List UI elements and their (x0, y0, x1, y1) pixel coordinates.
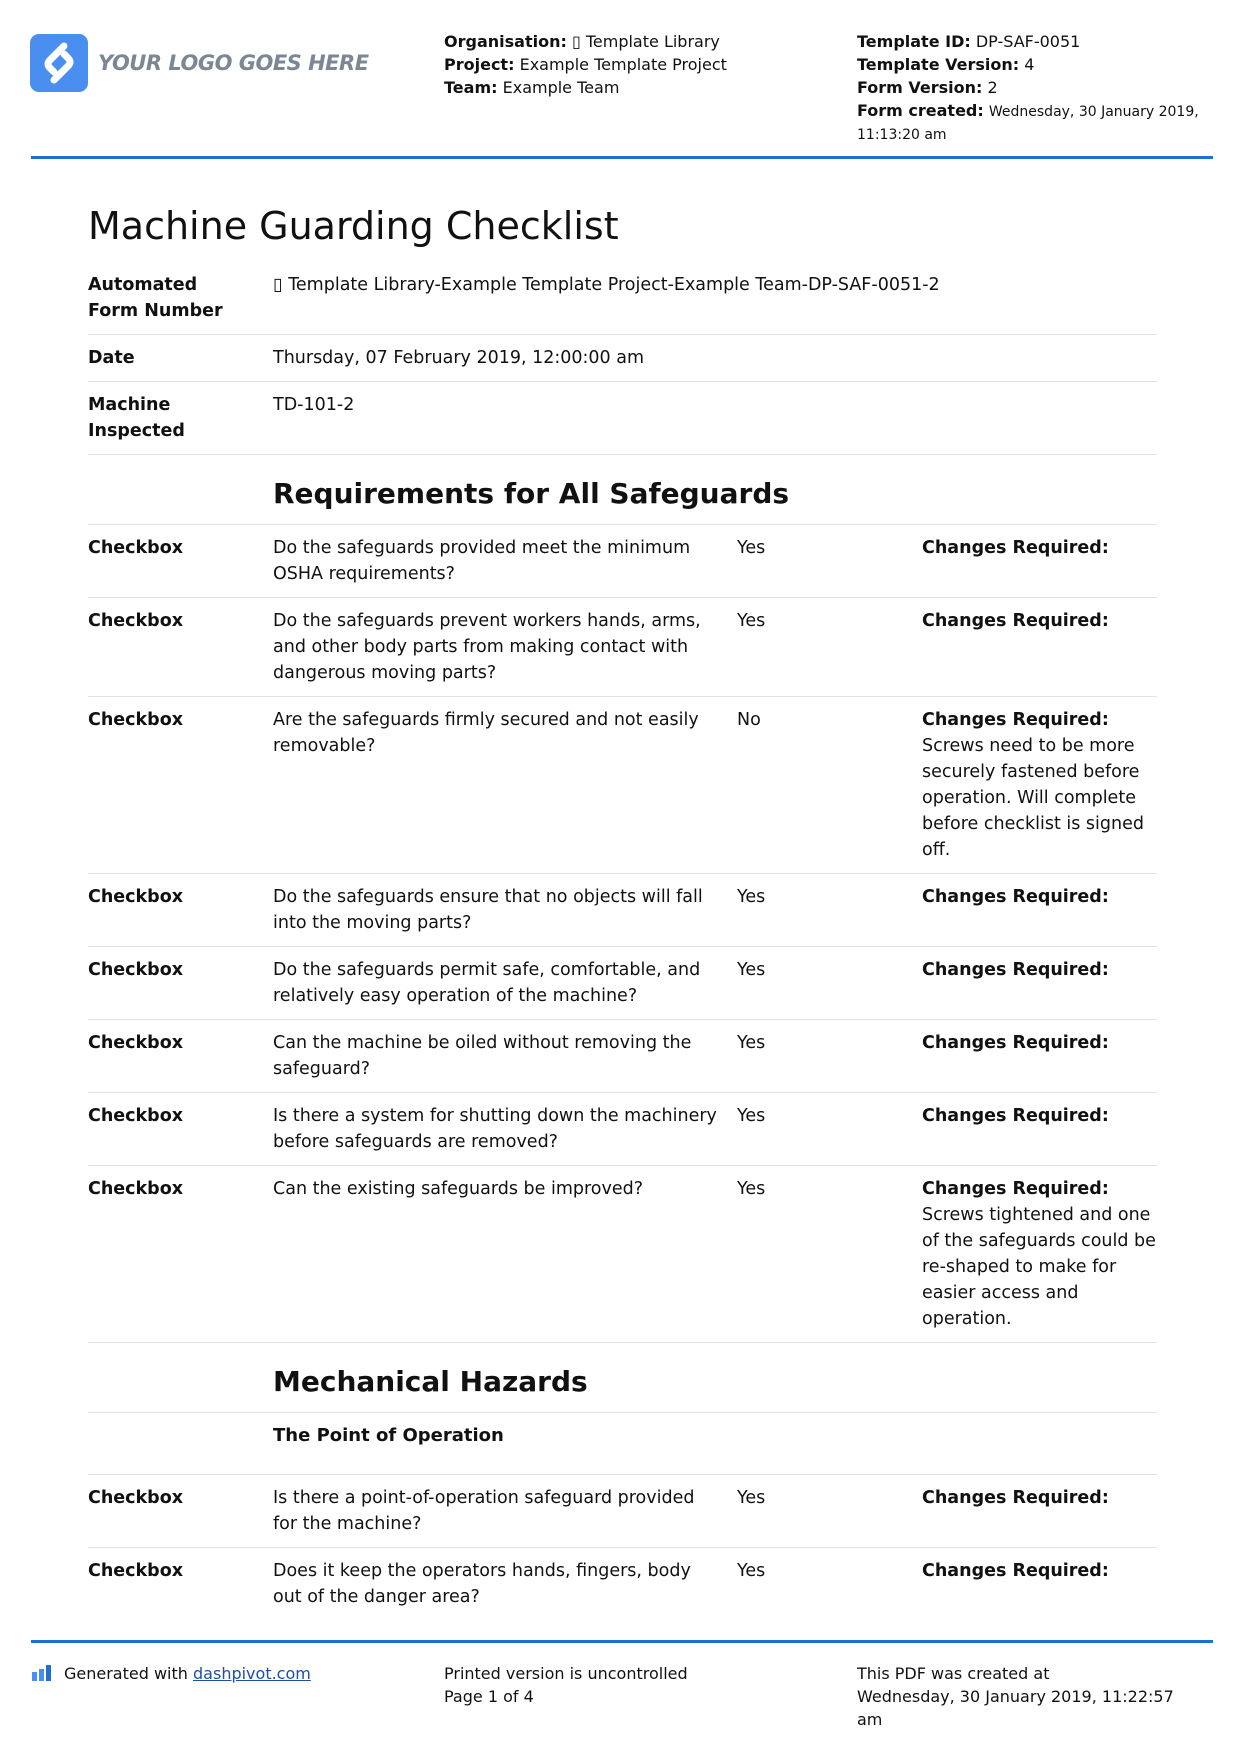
section-title: Mechanical Hazards (273, 1365, 588, 1398)
changes-label: Changes Required: (922, 1106, 1109, 1126)
created-line-2: Wednesday, 30 January 2019, 11:22:57 (857, 1687, 1174, 1706)
project-value: Example Template Project (519, 55, 727, 74)
organisation-value: ▯ Template Library (571, 32, 720, 51)
page-title: Machine Guarding Checklist (88, 204, 619, 248)
created-line-3: am (857, 1710, 883, 1729)
item-question: Do the safeguards provided meet the minimum OSHA requirements? (273, 538, 691, 584)
checklist-row (88, 1475, 1157, 1548)
form-created-label: Form created: (857, 101, 984, 120)
template-id-label: Template ID: (857, 32, 971, 51)
form-version-label: Form Version: (857, 78, 983, 97)
section-header (88, 455, 1157, 525)
field-value: TD-101-2 (273, 395, 355, 415)
item-question: Can the existing safeguards be improved? (273, 1179, 644, 1199)
checklist-row (88, 1093, 1157, 1166)
item-type: Checkbox (88, 960, 184, 980)
printed-notice: Printed version is uncontrolled (444, 1664, 688, 1683)
checklist-row (88, 598, 1157, 697)
item-answer: Yes (737, 1106, 766, 1126)
changes-text: Screws need to be more securely fastened before operation. Will complete before checklist is signed off. (922, 736, 1144, 860)
field-row (88, 262, 1157, 335)
template-meta (857, 30, 1217, 147)
item-type: Checkbox (88, 538, 184, 558)
form-content (88, 262, 1157, 1620)
checklist-row (88, 1548, 1157, 1620)
checklist-row (88, 697, 1157, 874)
template-version-label: Template Version: (857, 55, 1020, 74)
changes-label: Changes Required: (922, 611, 1109, 631)
checklist-row (88, 1166, 1157, 1343)
item-answer: Yes (737, 887, 766, 907)
item-type: Checkbox (88, 710, 184, 730)
item-changes (922, 598, 1157, 696)
print-notice (444, 1662, 688, 1708)
logo-text: YOUR LOGO GOES HERE (98, 51, 369, 75)
item-changes (922, 1548, 1157, 1620)
item-question: Is there a point-of-operation safeguard provided for the machine? (273, 1488, 695, 1534)
changes-label: Changes Required: (922, 538, 1109, 558)
form-version-value: 2 (987, 78, 998, 97)
form-created-time: 11:13:20 am (857, 127, 947, 143)
item-answer: Yes (737, 1488, 766, 1508)
item-changes (922, 947, 1157, 1019)
checklist-row (88, 525, 1157, 598)
changes-label: Changes Required: (922, 1488, 1109, 1508)
changes-label: Changes Required: (922, 1179, 1109, 1199)
item-type: Checkbox (88, 1033, 184, 1053)
subsection-title: The Point of Operation (273, 1425, 504, 1446)
item-type: Checkbox (88, 1106, 184, 1126)
item-answer: Yes (737, 611, 766, 631)
changes-label: Changes Required: (922, 710, 1109, 730)
field-label: Automated Form Number (88, 275, 223, 321)
page-footer (0, 1650, 1239, 1754)
field-row (88, 335, 1157, 382)
bar-chart-icon (32, 1663, 56, 1687)
changes-label: Changes Required: (922, 960, 1109, 980)
item-question: Do the safeguards ensure that no objects will fall into the moving parts? (273, 887, 703, 933)
organisation-label: Organisation: (444, 32, 567, 51)
item-question: Do the safeguards prevent workers hands, arms, and other body parts from making contact with dangerous moving parts? (273, 611, 701, 683)
footer-divider (31, 1640, 1213, 1643)
generated-with (32, 1662, 311, 1687)
field-label: Date (88, 348, 135, 368)
checklist-row (88, 874, 1157, 947)
generated-prefix: Generated with (64, 1664, 188, 1683)
changes-label: Changes Required: (922, 1561, 1109, 1581)
logo-icon (30, 34, 88, 92)
changes-text: Screws tightened and one of the safeguards could be re-shaped to make for easier access and operation. (922, 1205, 1156, 1329)
item-changes (922, 874, 1157, 946)
created-notice (857, 1662, 1217, 1731)
item-changes (922, 1093, 1157, 1165)
item-type: Checkbox (88, 887, 184, 907)
header-divider (31, 156, 1213, 159)
page-number: Page 1 of 4 (444, 1687, 534, 1706)
project-meta (444, 30, 727, 99)
item-answer: Yes (737, 1179, 766, 1199)
subsection-header (88, 1413, 1157, 1475)
item-changes (922, 1020, 1157, 1092)
item-answer: No (737, 710, 761, 730)
item-answer: Yes (737, 1033, 766, 1053)
item-question: Is there a system for shutting down the machinery before safeguards are removed? (273, 1106, 717, 1152)
item-changes (922, 1166, 1157, 1342)
item-type: Checkbox (88, 1561, 184, 1581)
project-label: Project: (444, 55, 515, 74)
item-changes (922, 525, 1157, 597)
item-changes (922, 697, 1157, 873)
team-label: Team: (444, 78, 498, 97)
form-created-value: Wednesday, 30 January 2019, (988, 104, 1199, 120)
team-value: Example Team (502, 78, 620, 97)
item-type: Checkbox (88, 611, 184, 631)
checklist-row (88, 947, 1157, 1020)
section-title: Requirements for All Safeguards (273, 477, 790, 510)
logo (30, 34, 369, 92)
template-id-value: DP-SAF-0051 (975, 32, 1081, 51)
item-answer: Yes (737, 1561, 766, 1581)
item-changes (922, 1475, 1157, 1547)
field-value: Thursday, 07 February 2019, 12:00:00 am (273, 348, 645, 368)
dashpivot-link[interactable]: dashpivot.com (193, 1664, 311, 1683)
section-header (88, 1343, 1157, 1413)
created-line-1: This PDF was created at (857, 1664, 1050, 1683)
item-type: Checkbox (88, 1179, 184, 1199)
item-answer: Yes (737, 960, 766, 980)
item-question: Does it keep the operators hands, fingers, body out of the danger area? (273, 1561, 691, 1607)
changes-label: Changes Required: (922, 1033, 1109, 1053)
item-question: Can the machine be oiled without removing the safeguard? (273, 1033, 692, 1079)
field-label: Machine Inspected (88, 395, 185, 441)
checklist-row (88, 1020, 1157, 1093)
field-row (88, 382, 1157, 455)
item-question: Are the safeguards firmly secured and not easily removable? (273, 710, 699, 756)
page-header (0, 0, 1239, 160)
template-version-value: 4 (1024, 55, 1035, 74)
field-value: ▯ Template Library-Example Template Project-Example Team-DP-SAF-0051-2 (273, 275, 940, 295)
changes-label: Changes Required: (922, 887, 1109, 907)
item-answer: Yes (737, 538, 766, 558)
item-question: Do the safeguards permit safe, comfortable, and relatively easy operation of the machine? (273, 960, 701, 1006)
item-type: Checkbox (88, 1488, 184, 1508)
